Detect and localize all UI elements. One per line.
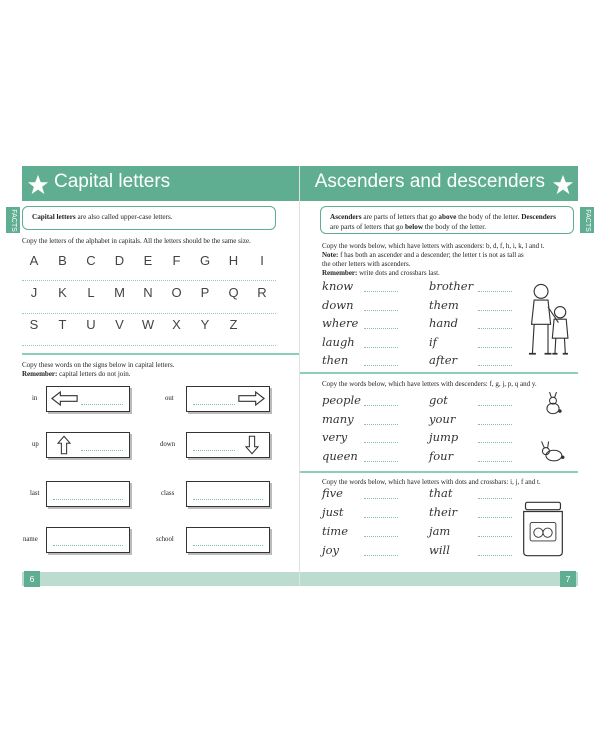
copy-line[interactable] bbox=[364, 328, 398, 329]
alphabet-letter: G bbox=[199, 253, 211, 268]
alphabet-letter: M bbox=[114, 285, 125, 300]
cursive-word: know bbox=[322, 279, 354, 293]
left-page-number: 6 bbox=[24, 571, 40, 587]
facts-term: Capital letters bbox=[32, 213, 76, 221]
cursive-word: queen bbox=[322, 448, 358, 463]
down-arrow-icon bbox=[245, 435, 259, 455]
left-page-title: Capital letters bbox=[54, 171, 171, 192]
alphabet-letter: U bbox=[86, 317, 96, 332]
boys-illustration bbox=[522, 276, 574, 364]
copy-line[interactable] bbox=[364, 405, 398, 406]
sign-last[interactable] bbox=[46, 481, 130, 507]
cursive-word: jam bbox=[429, 524, 451, 538]
right-page-number: 7 bbox=[560, 571, 576, 587]
copy-line[interactable] bbox=[364, 347, 398, 348]
cursive-word: very bbox=[322, 430, 348, 444]
right-facts-tab: FACTS bbox=[580, 207, 594, 233]
alphabet-instruction: Copy the letters of the alphabet in capitals. All the letters should be the same size. bbox=[22, 237, 251, 245]
facts-text: are also called upper-case letters. bbox=[75, 213, 173, 221]
cursive-word: laugh bbox=[322, 334, 355, 349]
jam-jar-illustration bbox=[520, 500, 566, 558]
cursive-word: many bbox=[322, 411, 354, 426]
copy-line[interactable] bbox=[478, 555, 512, 556]
alphabet-letter: X bbox=[172, 317, 181, 332]
alphabet-letter: D bbox=[114, 253, 125, 268]
right-arrow-icon bbox=[237, 391, 265, 406]
left-facts-tab: FACTS bbox=[6, 207, 20, 233]
copy-line[interactable] bbox=[478, 328, 512, 329]
alphabet-letter: R bbox=[257, 285, 267, 300]
copy-line[interactable] bbox=[478, 405, 512, 406]
copy-line[interactable] bbox=[478, 424, 512, 425]
cursive-word: their bbox=[429, 505, 458, 519]
copy-line[interactable] bbox=[364, 424, 398, 425]
rabbit-icon bbox=[538, 440, 568, 464]
copy-line[interactable] bbox=[478, 461, 512, 462]
alphabet-letter: L bbox=[87, 285, 95, 300]
copy-line[interactable] bbox=[478, 517, 512, 518]
cursive-word: joy bbox=[322, 543, 339, 557]
alphabet-letter: J bbox=[30, 285, 38, 300]
alphabet-letter: H bbox=[228, 253, 239, 268]
alphabet-letter: F bbox=[172, 253, 181, 268]
up-arrow-icon bbox=[57, 435, 71, 455]
cursive-word: jump bbox=[429, 430, 459, 444]
sign-label-out: out bbox=[165, 395, 174, 402]
cursive-word: five bbox=[322, 486, 343, 500]
sign-in[interactable] bbox=[46, 386, 130, 412]
alphabet-letter: Z bbox=[229, 317, 238, 332]
sign-name[interactable] bbox=[46, 527, 130, 553]
left-footer-bar bbox=[22, 572, 299, 586]
alphabet-letter: A bbox=[29, 253, 39, 268]
copy-line[interactable] bbox=[364, 461, 398, 462]
cursive-word: down bbox=[322, 297, 354, 312]
cursive-word: them bbox=[429, 297, 459, 312]
cursive-word: four bbox=[429, 448, 454, 463]
copy-line[interactable] bbox=[478, 442, 512, 443]
copy-line[interactable] bbox=[364, 517, 398, 518]
alphabet-letter: T bbox=[58, 317, 67, 332]
alphabet-letter: I bbox=[260, 253, 264, 268]
copy-line[interactable] bbox=[364, 310, 398, 311]
left-facts-box bbox=[22, 206, 276, 230]
descenders-instruction: Copy the words below, which have letters with descenders: f, g, j, p, q and y. bbox=[322, 380, 537, 388]
right-footer-bar bbox=[300, 572, 578, 586]
cursive-word: then bbox=[322, 353, 349, 367]
alphabet-letter: C bbox=[86, 253, 96, 268]
rabbit-icon bbox=[540, 392, 566, 418]
cursive-word: where bbox=[322, 316, 359, 330]
copy-line[interactable] bbox=[478, 536, 512, 537]
copy-line[interactable] bbox=[364, 536, 398, 537]
star-icon bbox=[27, 174, 49, 196]
alphabet-letter: K bbox=[58, 285, 67, 300]
right-page-title: Ascenders and descenders bbox=[314, 171, 545, 192]
sign-label-class: class bbox=[161, 490, 175, 497]
alphabet-line-1 bbox=[22, 280, 276, 281]
right-section-divider-2 bbox=[300, 471, 578, 473]
cursive-word: hand bbox=[429, 316, 459, 330]
alphabet-letter: B bbox=[58, 253, 67, 268]
sign-up[interactable] bbox=[46, 432, 130, 458]
left-section-divider bbox=[22, 353, 299, 355]
alphabet-letter: W bbox=[141, 317, 155, 332]
alphabet-letter: V bbox=[115, 317, 124, 332]
alphabet-line-3 bbox=[22, 345, 276, 346]
cursive-word: after bbox=[429, 353, 458, 367]
alphabet-letter: Y bbox=[200, 317, 210, 332]
dots-crossbars-instruction: Copy the words below, which have letters with dots and crossbars: i, j, f and t. bbox=[322, 478, 541, 486]
copy-line[interactable] bbox=[364, 555, 398, 556]
page-gutter bbox=[299, 166, 300, 586]
sign-label-in: in bbox=[32, 395, 38, 402]
alphabet-line-2 bbox=[22, 313, 276, 314]
alphabet-letter: N bbox=[143, 285, 153, 300]
sign-label-name: name bbox=[23, 536, 38, 543]
sign-down[interactable] bbox=[186, 432, 270, 458]
alphabet-letter: S bbox=[29, 317, 39, 332]
cursive-word: will bbox=[429, 543, 450, 557]
copy-line[interactable] bbox=[478, 498, 512, 499]
copy-line[interactable] bbox=[364, 365, 398, 366]
cursive-word: got bbox=[429, 393, 448, 407]
alphabet-letter: P bbox=[200, 285, 210, 300]
copy-line[interactable] bbox=[478, 291, 512, 292]
sign-label-down: down bbox=[160, 441, 176, 448]
cursive-word: time bbox=[322, 524, 349, 538]
left-arrow-icon bbox=[51, 391, 79, 406]
cursive-word: brother bbox=[429, 279, 474, 293]
sign-label-last: last bbox=[30, 490, 40, 497]
cursive-word: if bbox=[429, 334, 437, 349]
right-facts-box: Ascenders are parts of letters that go above the body of the letter. Descenders are parts of letters that go below the body of the letter. bbox=[320, 206, 574, 234]
copy-line[interactable] bbox=[364, 498, 398, 499]
alphabet-letter: Q bbox=[228, 285, 239, 300]
copy-line[interactable] bbox=[364, 442, 398, 443]
sign-out[interactable] bbox=[186, 386, 270, 412]
copy-line[interactable] bbox=[478, 347, 512, 348]
sign-label-up: up bbox=[32, 441, 39, 448]
ascenders-instruction: Copy the words below, which have letters with ascenders: b, d, f, h, i, k, l and t. Note: f has both an ascender and a descender; the letter t is not as tall as the other letters with ascenders. Remember: write dots and crossbars last. bbox=[322, 242, 545, 277]
copy-line[interactable] bbox=[364, 291, 398, 292]
cursive-word: that bbox=[429, 486, 453, 500]
signs-instruction: Copy these words on the signs below in capital letters. Remember: capital letters do not join. bbox=[22, 361, 175, 378]
sign-class[interactable] bbox=[186, 481, 270, 507]
sign-label-school: school bbox=[156, 536, 174, 543]
star-icon bbox=[552, 174, 574, 196]
copy-line[interactable] bbox=[478, 365, 512, 366]
sign-school[interactable] bbox=[186, 527, 270, 553]
cursive-word: your bbox=[429, 411, 456, 426]
alphabet-letter: E bbox=[143, 253, 153, 268]
right-section-divider-1 bbox=[300, 372, 578, 374]
alphabet-letter: O bbox=[171, 285, 182, 300]
cursive-word: just bbox=[322, 505, 344, 519]
copy-line[interactable] bbox=[478, 310, 512, 311]
cursive-word: people bbox=[322, 393, 361, 407]
